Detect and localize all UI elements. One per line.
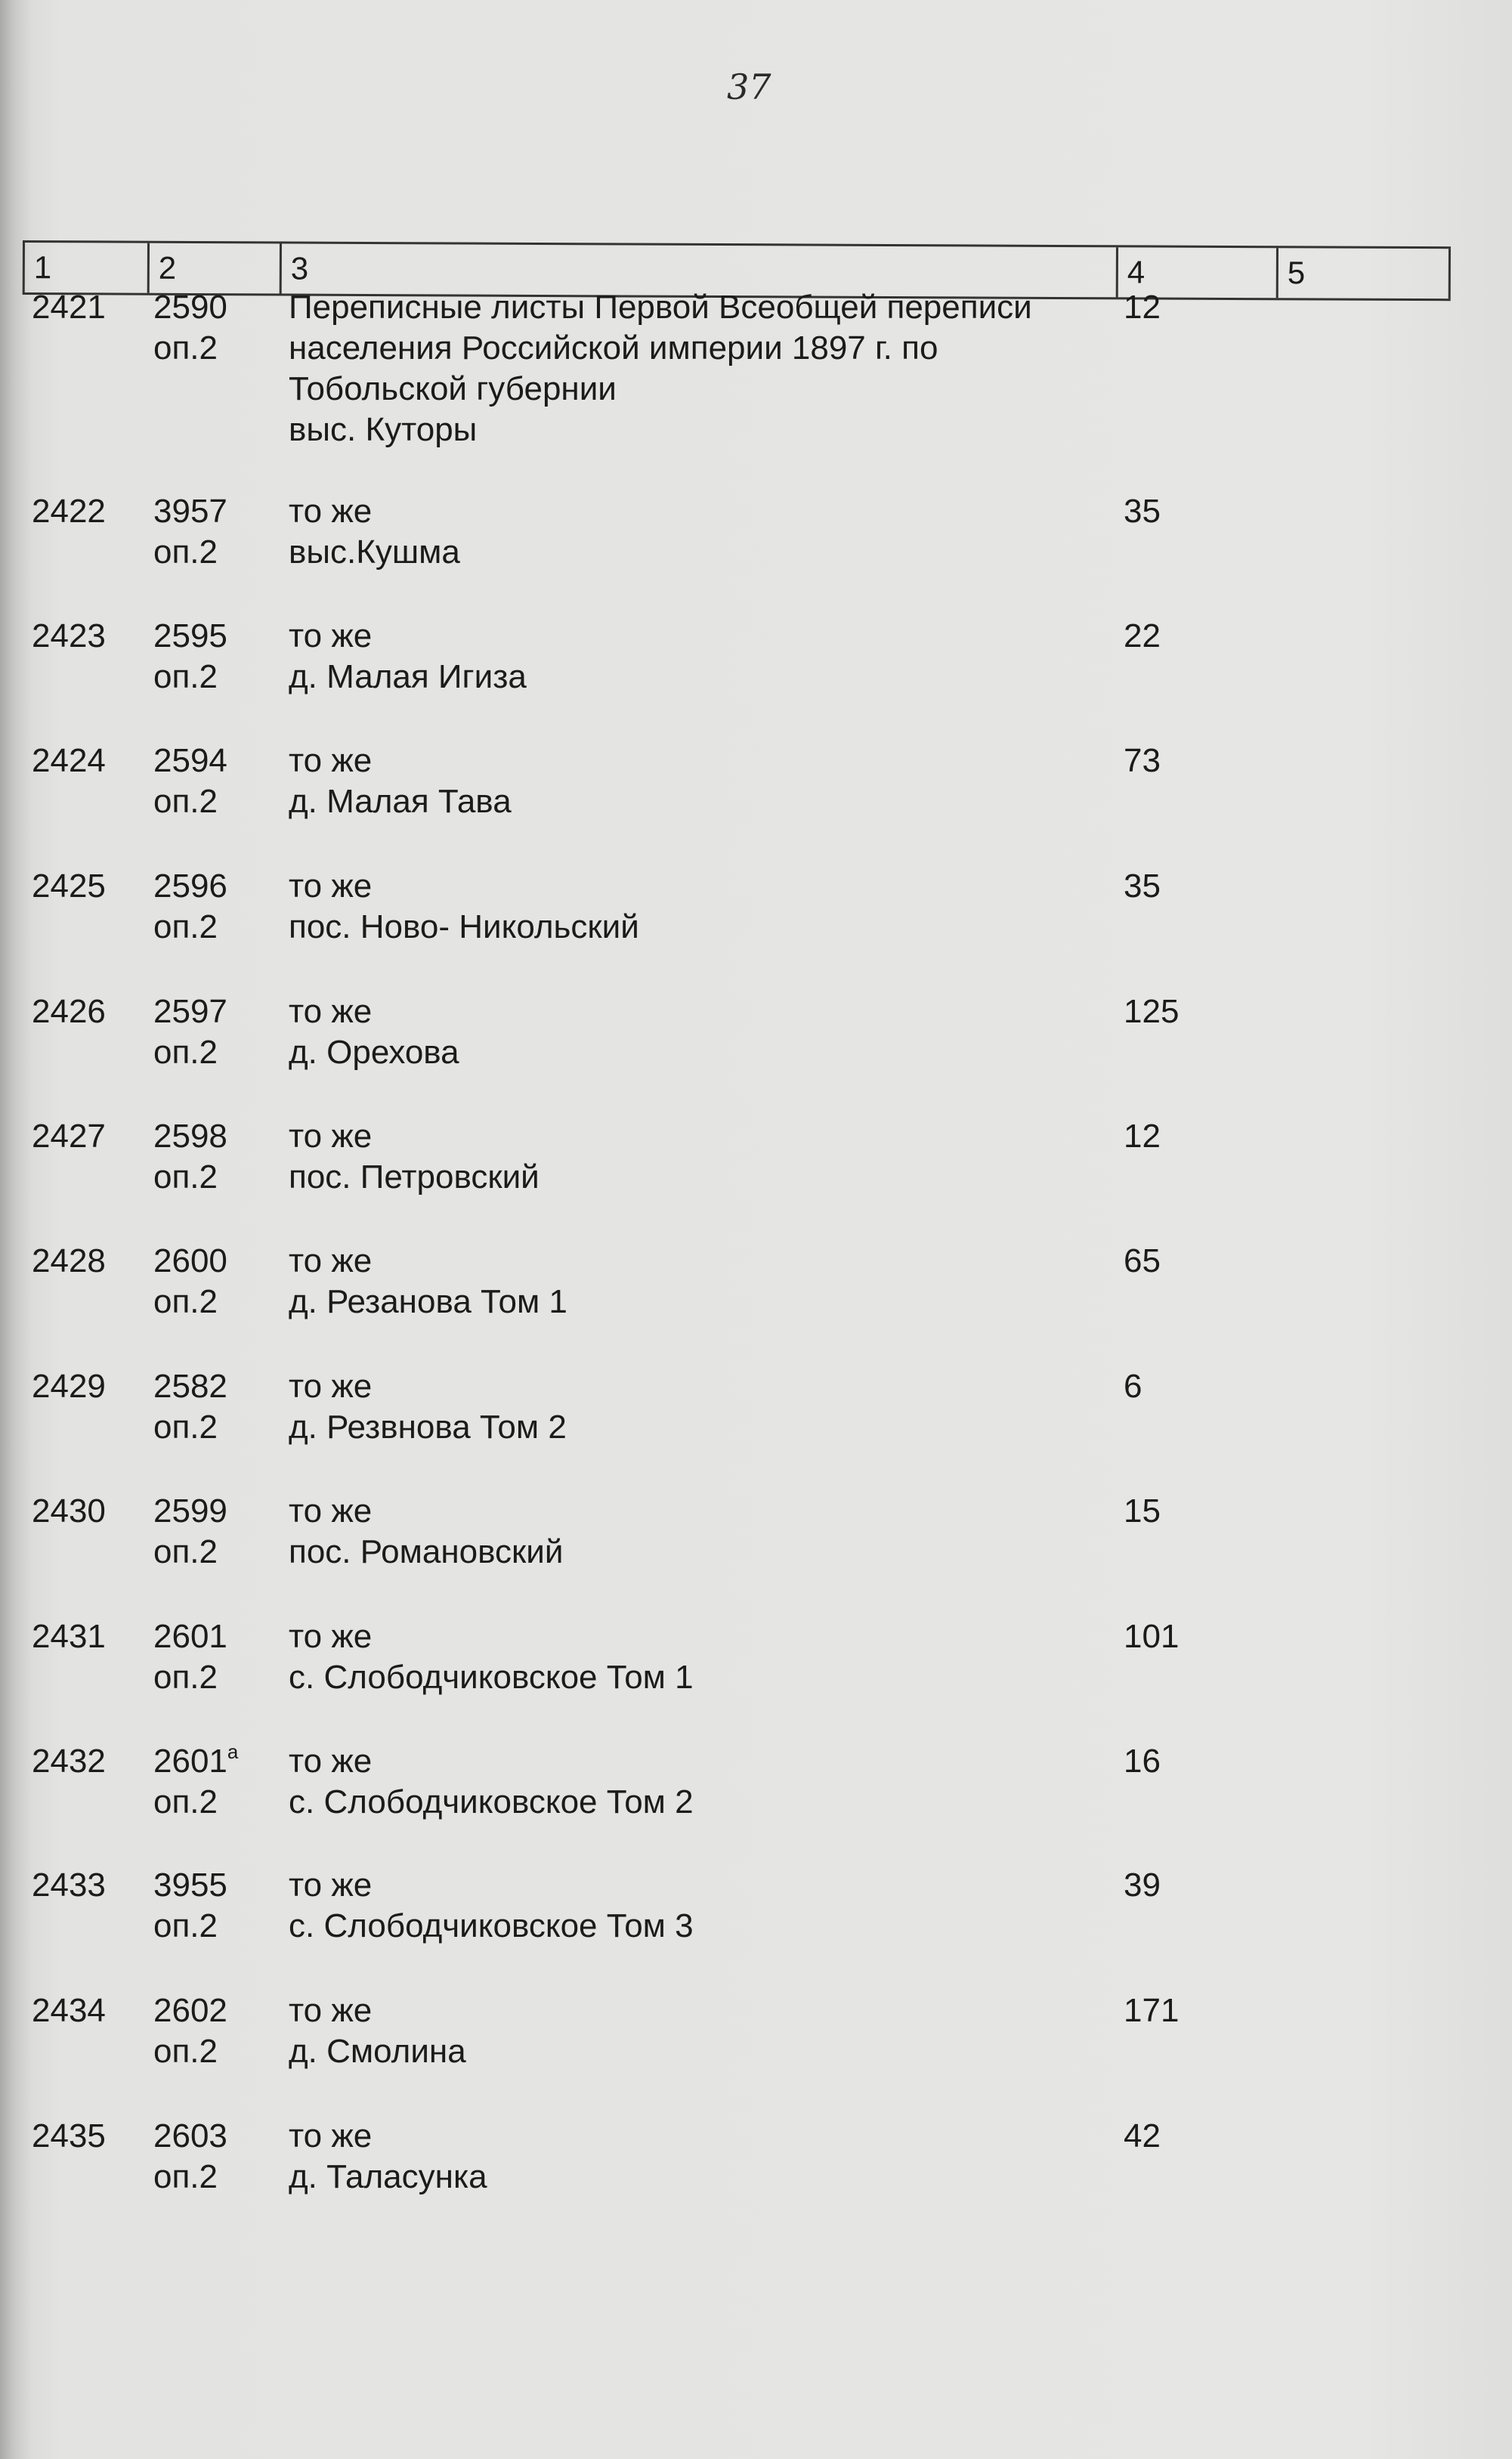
place-name: д. Малая Игиза (289, 658, 527, 695)
sheet-count: 15 (1124, 1492, 1161, 1530)
sheet-count: 12 (1124, 289, 1161, 326)
file-number: 3955 (153, 1867, 227, 1904)
title-line: то же (289, 1618, 373, 1655)
file-number: 2594 (153, 742, 227, 779)
opis: оп.2 (153, 783, 218, 820)
title-cell (289, 1491, 1105, 1573)
place-name: д. Орехова (289, 1034, 459, 1071)
place-name: с. Слободчиковское Том 1 (289, 1659, 694, 1696)
file-number: 2582 (153, 1368, 227, 1405)
file-cell (153, 1116, 282, 1198)
place-name: с. Слободчиковское Том 3 (289, 1907, 694, 1944)
file-number: 2598 (153, 1118, 227, 1155)
place-name: д. Резвнова Том 2 (289, 1409, 567, 1446)
file-number: 2597 (153, 993, 227, 1030)
title-line: населения Российской империи 1897 г. по (289, 329, 938, 367)
row-number: 2434 (32, 1992, 106, 2029)
page-number: 37 (727, 67, 771, 107)
file-number: 2603 (153, 2117, 227, 2154)
title-line: Переписные листы Первой Всеобщей переписи (289, 289, 1032, 326)
file-cell (153, 2116, 282, 2198)
sheet-count: 39 (1124, 1867, 1161, 1904)
title-line: то же (289, 742, 373, 779)
row-number: 2435 (32, 2117, 106, 2154)
row-number: 2430 (32, 1492, 106, 1530)
title-cell (289, 1865, 1105, 1947)
title-cell (289, 741, 1105, 822)
sheet-count: 12 (1124, 1118, 1161, 1155)
file-number: 2596 (153, 868, 227, 905)
file-cell (153, 866, 282, 948)
file-cell (153, 1366, 282, 1448)
file-number: 2595 (153, 617, 227, 654)
header-col-4: 4 (1116, 247, 1276, 298)
file-cell (153, 1990, 282, 2072)
file-number (153, 1741, 282, 1782)
title-line: то же (289, 1743, 373, 1780)
opis: оп.2 (153, 1158, 218, 1195)
sheet-count: 125 (1124, 993, 1180, 1030)
title-cell (289, 1990, 1105, 2072)
row-number: 2425 (32, 868, 106, 905)
opis: оп.2 (153, 1409, 218, 1446)
sheet-count: 73 (1124, 742, 1161, 779)
title-line: то же (289, 1992, 373, 2029)
file-cell (153, 991, 282, 1073)
opis: оп.2 (153, 1907, 218, 1944)
title-cell (289, 1366, 1105, 1448)
title-cell (289, 1116, 1105, 1198)
sheet-count: 101 (1124, 1618, 1180, 1655)
row-number: 2429 (32, 1368, 106, 1405)
sheet-count: 16 (1124, 1743, 1161, 1780)
opis: оп.2 (153, 908, 218, 945)
place-name: выс. Куторы (289, 411, 478, 448)
title-line: то же (289, 1492, 373, 1530)
place-name: д. Смолина (289, 2033, 466, 2070)
row-number: 2422 (32, 493, 106, 530)
title-line: то же (289, 993, 373, 1030)
title-cell (289, 616, 1105, 697)
title-line: то же (289, 1867, 373, 1904)
file-number: 2600 (153, 1242, 227, 1279)
file-cell (153, 1865, 282, 1947)
opis: оп.2 (153, 1659, 218, 1696)
file-cell (153, 491, 282, 573)
place-name: д. Резанова Том 1 (289, 1283, 567, 1320)
opis: оп.2 (153, 1034, 218, 1071)
file-cell (153, 741, 282, 822)
header-col-1: 1 (23, 243, 147, 293)
title-cell (289, 1616, 1105, 1698)
row-number: 2432 (32, 1743, 106, 1780)
place-name: пос. Романовский (289, 1533, 564, 1570)
title-cell (289, 1241, 1105, 1322)
row-number: 2423 (32, 617, 106, 654)
title-cell (289, 991, 1105, 1073)
sheet-count: 35 (1124, 493, 1161, 530)
title-line: то же (289, 1118, 373, 1155)
title-cell (289, 866, 1105, 948)
opis: оп.2 (153, 1283, 218, 1320)
file-number: 2590 (153, 289, 227, 326)
file-number: 2599 (153, 1492, 227, 1530)
sheet-count: 35 (1124, 868, 1161, 905)
sheet-count: 42 (1124, 2117, 1161, 2154)
file-cell (153, 1616, 282, 1698)
title-cell (289, 287, 1105, 450)
place-name: пос. Петровский (289, 1158, 540, 1195)
opis: оп.2 (153, 2033, 218, 2070)
row-number: 2433 (32, 1867, 106, 1904)
file-number: 3957 (153, 493, 227, 530)
title-line: то же (289, 1368, 373, 1405)
title-cell (289, 1741, 1105, 1823)
file-cell (153, 1491, 282, 1573)
file-cell (153, 287, 282, 369)
title-line: то же (289, 868, 373, 905)
opis: оп.2 (153, 1533, 218, 1570)
title-cell (289, 491, 1105, 573)
sheet-count: 65 (1124, 1242, 1161, 1279)
title-cell (289, 2116, 1105, 2198)
sheet-count: 171 (1124, 1992, 1180, 2029)
file-number: 2601 (153, 1618, 227, 1655)
file-cell (153, 1741, 282, 1823)
row-number: 2428 (32, 1242, 106, 1279)
file-cell (153, 616, 282, 697)
title-line: то же (289, 2117, 373, 2154)
opis: оп.2 (153, 1783, 218, 1820)
header-col-3: 3 (280, 243, 1116, 297)
opis: оп.2 (153, 329, 218, 367)
row-number: 2421 (32, 289, 106, 326)
file-number: 2602 (153, 1992, 227, 2029)
opis: оп.2 (153, 658, 218, 695)
row-number: 2426 (32, 993, 106, 1030)
title-line: то же (289, 1242, 373, 1279)
sheet-count: 22 (1124, 617, 1161, 654)
place-name: с. Слободчиковское Том 2 (289, 1783, 694, 1820)
opis: оп.2 (153, 2158, 218, 2195)
file-number-main: 2601 (153, 1743, 227, 1780)
row-number: 2424 (32, 742, 106, 779)
header-col-2: 2 (147, 243, 280, 294)
place-name: пос. Ново- Никольский (289, 908, 639, 945)
opis: оп.2 (153, 534, 218, 571)
file-number-superscript: а (227, 1740, 239, 1763)
title-line: то же (289, 493, 373, 530)
place-name: д. Малая Тава (289, 783, 512, 820)
title-line: то же (289, 617, 373, 654)
row-number: 2427 (32, 1118, 106, 1155)
header-col-5: 5 (1276, 248, 1451, 298)
place-name: выс.Кушма (289, 534, 460, 571)
place-name: д. Таласунка (289, 2158, 487, 2195)
title-line: Тобольской губернии (289, 370, 617, 407)
row-number: 2431 (32, 1618, 106, 1655)
sheet-count: 6 (1124, 1368, 1143, 1405)
file-cell (153, 1241, 282, 1322)
